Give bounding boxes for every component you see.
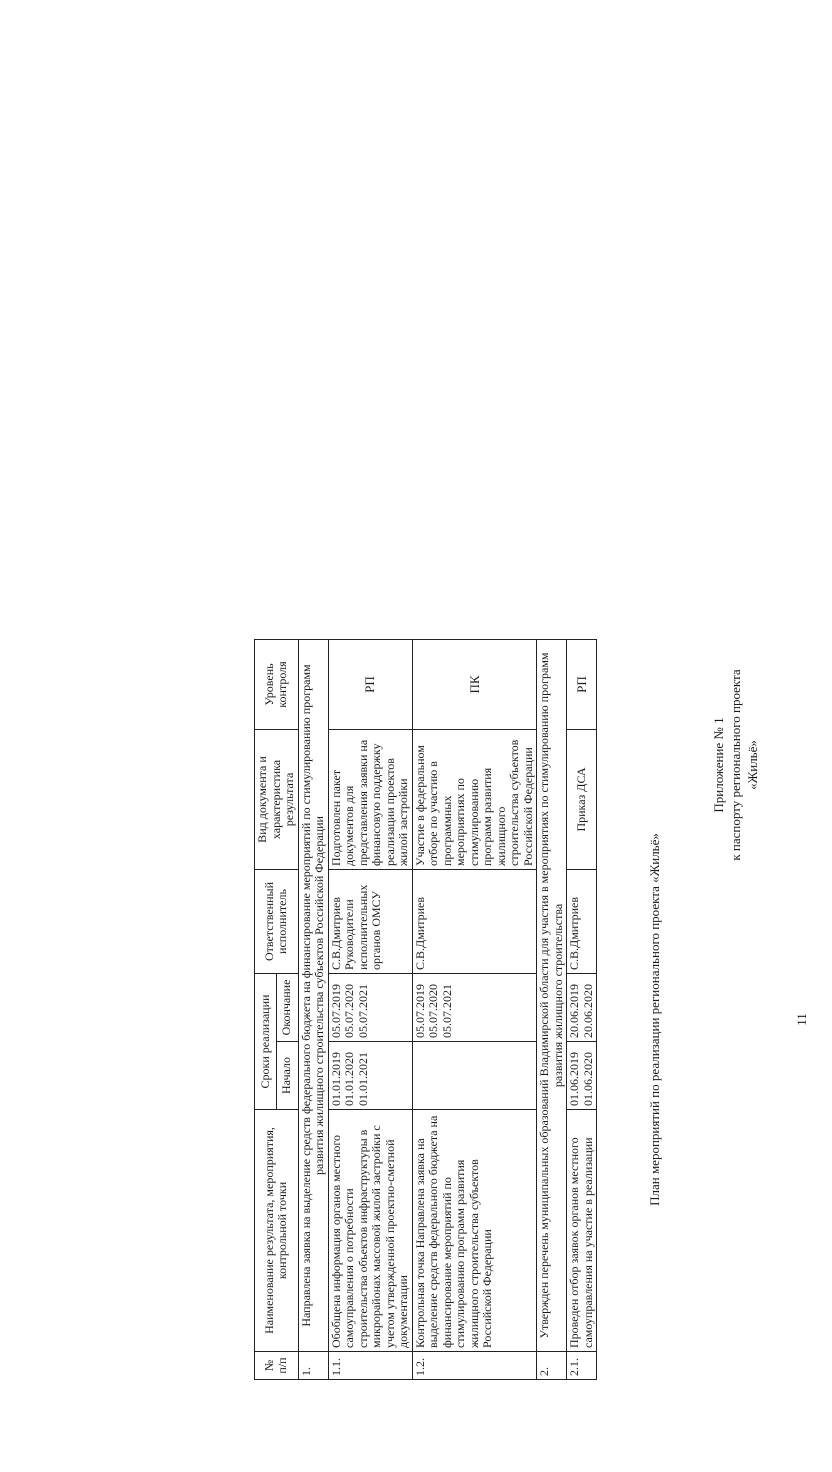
row-name: Контрольная точка Направлена заявка на выделение средств федерального бюджета на финансирование мероприятий по стимулированию программ развития жилищного строительства субъектов Российской Федерации bbox=[412, 1110, 537, 1352]
row-level: ПК bbox=[412, 640, 537, 730]
section-title: Направлена заявка на выделение средств федерального бюджета на финансирование мероприятий по стимулированию программ развития жилищного строительства субъектов Российской Федерации bbox=[298, 640, 328, 1352]
row-level: РП bbox=[328, 640, 412, 730]
annex-line-1: Приложение № 1 bbox=[711, 717, 726, 813]
header-doc: Вид документа и характеристика результата bbox=[255, 730, 299, 870]
row-doc: Участие в федеральном отборе по участию в программных мероприятиях по стимулированию программ развития жилищного строительства субъектов Российской Федерации bbox=[412, 730, 537, 870]
annex-block bbox=[710, 585, 761, 945]
section-row bbox=[537, 640, 567, 1380]
row-start: 01.06.2019 01.06.2020 bbox=[567, 1042, 597, 1110]
row-level: РП bbox=[567, 640, 597, 730]
header-name: Наименование результата, мероприятия, контрольной точки bbox=[255, 1110, 299, 1352]
table-row bbox=[328, 640, 412, 1380]
row-num: 1.1. bbox=[328, 1352, 412, 1380]
table-row bbox=[412, 640, 537, 1380]
row-end: 05.07.2019 05.07.2020 05.07.2021 bbox=[328, 974, 412, 1042]
section-row bbox=[298, 640, 328, 1380]
header-level: Уровень контроля bbox=[255, 640, 299, 730]
row-doc: Подготовлен пакет документов для представления заявки на финансовую поддержку реализации проектов жилой застройки bbox=[328, 730, 412, 870]
row-end: 20.06.2019 20.06.2020 bbox=[567, 974, 597, 1042]
document-page bbox=[192, 567, 832, 1472]
header-row bbox=[255, 640, 277, 1380]
header-num: № п/п bbox=[255, 1352, 299, 1380]
row-end: 05.07.2019 05.07.2020 05.07.2021 bbox=[412, 974, 537, 1042]
row-num: 2.1. bbox=[567, 1352, 597, 1380]
row-executor: С.В.Дмитриев bbox=[412, 870, 537, 974]
row-executor: С.В.Дмитриев Руководители исполнительных органов ОМСУ bbox=[328, 870, 412, 974]
row-num: 1.2. bbox=[412, 1352, 537, 1380]
header-terms: Сроки реализации bbox=[255, 974, 277, 1110]
row-executor: С.В.Дмитриев bbox=[567, 870, 597, 974]
header-end: Окончание bbox=[276, 974, 298, 1042]
row-num: 2. bbox=[537, 1352, 567, 1380]
row-num: 1. bbox=[298, 1352, 328, 1380]
header-start: Начало bbox=[276, 1042, 298, 1110]
row-start: 01.01.2019 01.01.2020 01.01.2021 bbox=[328, 1042, 412, 1110]
row-doc: Приказ ДСА bbox=[567, 730, 597, 870]
page-number: 11 bbox=[794, 1013, 809, 1026]
section-title: Утвержден перечень муниципальных образований Владимирской области для участия в мероприятиях по стимулированию программ развития жилищного строительства bbox=[537, 640, 567, 1352]
row-start bbox=[412, 1042, 537, 1110]
annex-line-3: «Жильё» bbox=[745, 740, 760, 790]
plan-table bbox=[254, 639, 597, 1380]
annex-line-2: к паспорту регионального проекта bbox=[728, 669, 743, 861]
table-row bbox=[567, 640, 597, 1380]
row-name: Проведен отбор заявок органов местного самоуправления на участие в реализации bbox=[567, 1110, 597, 1352]
row-name: Обобщена информация органов местного самоуправления о потребности строительства объектов инфраструктуры в микрорайонах массовой жилой застройки с учетом утвержденной проектно-сметной документации bbox=[328, 1110, 412, 1352]
plan-title: План мероприятий по реализации регионального проекта «Жильё» bbox=[647, 833, 662, 1206]
header-executor: Ответственный исполнитель bbox=[255, 870, 299, 974]
